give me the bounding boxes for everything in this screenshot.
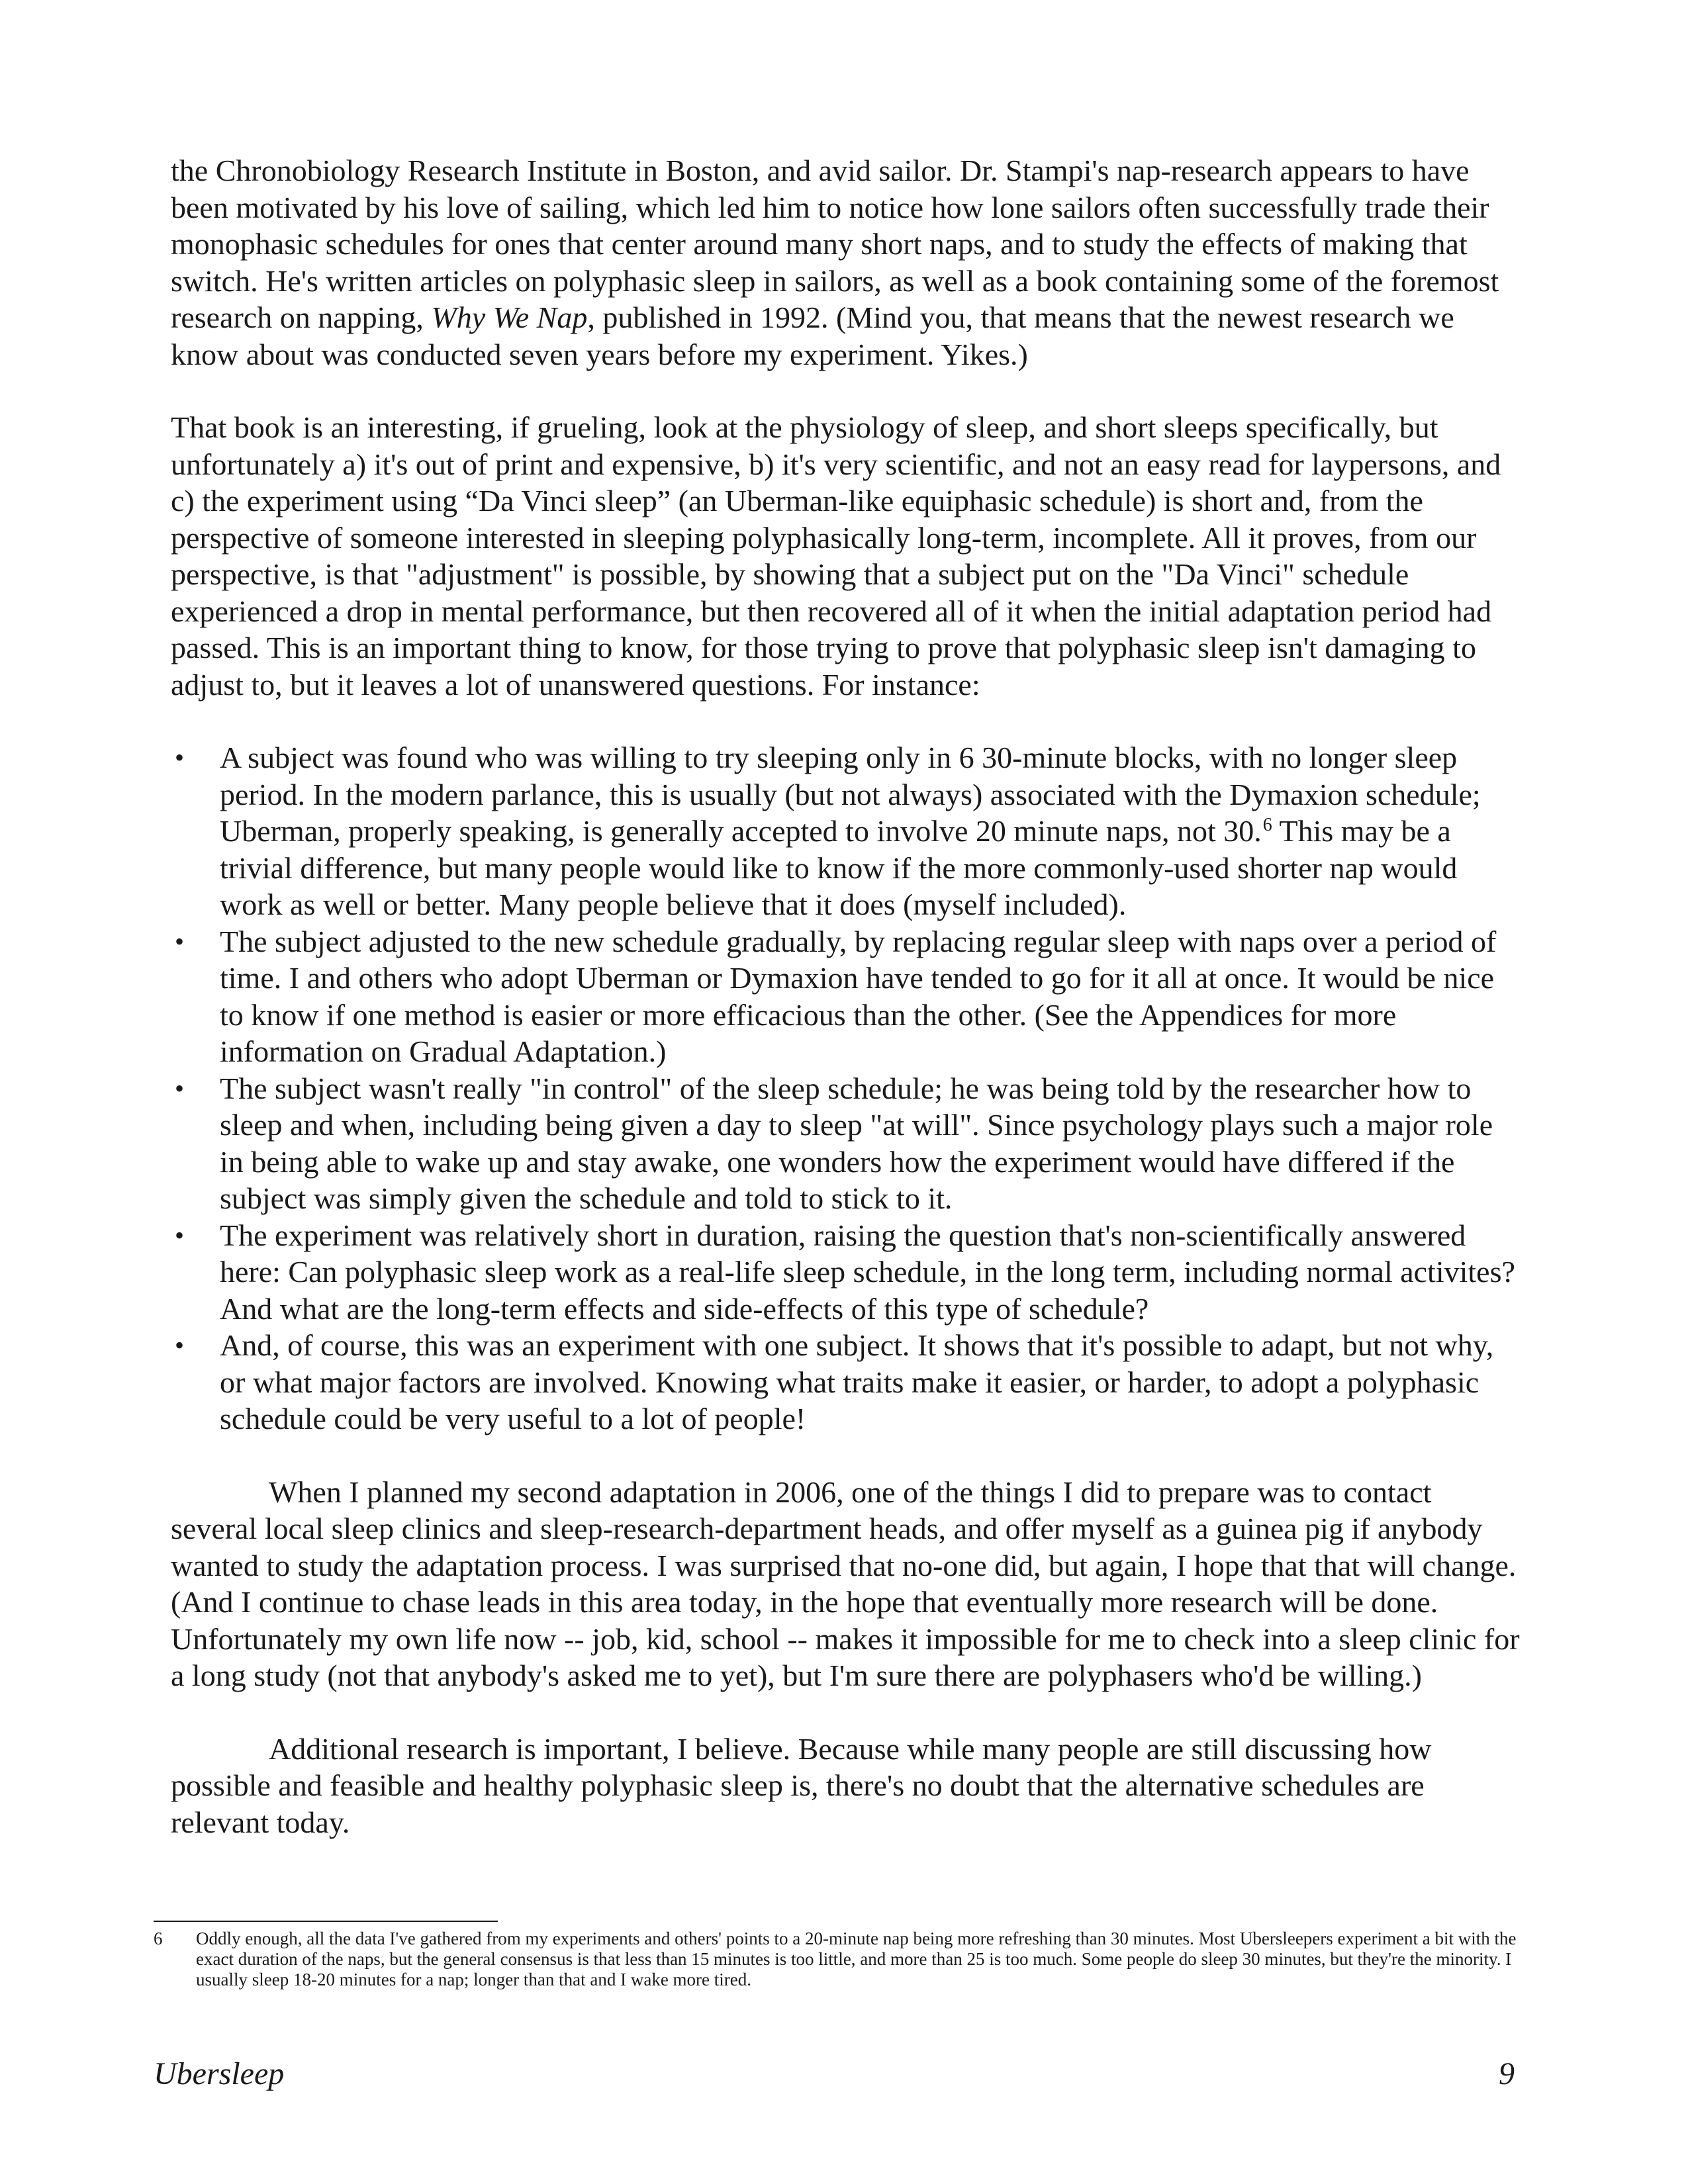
list-item-text: And, of course, this was an experiment with one subject. It shows that it's possible to adapt, but not why, or what major factors are involved. Knowing what traits make it easier, or harder, to adopt a polyphasic schedule could be very useful to a lot of people!	[220, 1328, 1494, 1435]
bullet-marker: •	[175, 926, 185, 956]
bullet-marker: •	[175, 1220, 185, 1250]
paragraph-book: That book is an interesting, if grueling, look at the physiology of sleep, and short sleeps specifically, but unfortunately a) it's out of print and expensive, b) it's very scientific, and not an easy read for laypersons, and c) the experiment using “Da Vinci sleep” (an Uberman-like equiphasic schedule) is short and, from the perspective of someone interested in sleeping polyphasically long-term, incomplete. All it proves, from our perspective, is that "adjustment" is possible, by showing that a subject put on the "Da Vinci" schedule experienced a drop in mental performance, but then recovered all of it when the initial adaptation period had passed. This is an important thing to know, for those trying to prove that polyphasic sleep isn't damaging to adjust to, but it leaves a lot of unanswered questions. For instance:	[171, 410, 1501, 702]
page-body	[171, 152, 1521, 1841]
paragraph-adaptation: When I planned my second adaptation in 2006, one of the things I did to prepare was to contact several local sleep clinics and sleep-research-department heads, and offer myself as a guinea pig if anybody wanted to study the adaptation process. I was surprised that no-one did, but again, I hope that that will change. (And I continue to chase leads in this area today, in the hope that eventually more research will be done. Unfortunately my own life now -- job, kid, school -- makes it impossible for me to check into a sleep clinic for a long study (not that anybody's asked me to yet), but I'm sure there are polyphasers who'd be willing.)	[171, 1475, 1520, 1692]
list-item	[171, 1327, 1521, 1437]
footnote-number: 6	[154, 1929, 163, 1948]
bullet-list	[171, 739, 1521, 1437]
paragraph-spacer	[171, 1694, 1521, 1731]
paragraph-stampi-end: , published in 1992. (Mind you, that means that the newest research we know about was conducted seven years before my experiment. Yikes.)	[171, 300, 1454, 371]
paragraph-research: Additional research is important, I believe. Because while many people are still discussing how possible and feasible and healthy polyphasic sleep is, there's no doubt that the alternative schedules are relevant today.	[171, 1731, 1432, 1839]
list-item	[171, 739, 1521, 923]
bullet-marker: •	[175, 1073, 185, 1103]
list-item	[171, 1217, 1521, 1328]
paragraph-spacer	[171, 703, 1521, 739]
footnote-reference[interactable]: 6	[1262, 815, 1272, 835]
list-item-text: The subject wasn't really "in control" of the sleep schedule; he was being told by the researcher how to sleep and when, including being given a day to sleep "at will". Since psychology plays such a major role in being able to wake up and stay awake, one wonders how the experiment would have differed if the subject was simply given the schedule and told to stick to it.	[220, 1071, 1493, 1215]
list-item	[171, 1070, 1521, 1217]
list-item-text-end: This may be a trivial difference, but many people would like to know if the more commonly-used shorter nap would work as well or better. Many people believe that it does (myself included).	[220, 814, 1458, 921]
footnote-divider	[154, 1921, 498, 1922]
list-item-text: A subject was found who was willing to try sleeping only in 6 30-minute blocks, with no longer sleep period. In the modern parlance, this is usually (but not always) associated with the Dymaxion schedule; Uberman, properly speaking, is generally accepted to involve 20 minute naps, not 30.	[220, 741, 1481, 848]
list-item-text: The experiment was relatively short in duration, raising the question that's non-scientifically answered here: Can polyphasic sleep work as a real-life sleep schedule, in the long term, including normal activites? And what are the long-term effects and side-effects of this type of schedule?	[220, 1218, 1515, 1326]
paragraph-spacer	[171, 1437, 1521, 1474]
footnote	[154, 1929, 1530, 1990]
paragraph-spacer	[171, 373, 1521, 409]
book-title: Why We Nap	[431, 300, 588, 334]
list-item-text: The subject adjusted to the new schedule gradually, by replacing regular sleep with naps over a period of time. I and others who adopt Uberman or Dymaxion have tended to go for it all at once. It would be nice to know if one method is easier or more efficacious than the other. (See the Appendices for more information on Gradual Adaptation.)	[220, 924, 1497, 1068]
bullet-marker: •	[175, 743, 185, 772]
footer-book-title: Ubersleep	[154, 2056, 285, 2091]
paragraph-stampi	[171, 152, 1521, 373]
list-item	[171, 923, 1521, 1070]
footnote-text: Oddly enough, all the data I've gathered from my experiments and others' points to a 20-minute nap being more refreshing than 30 minutes. Most Ubersleepers experiment a bit with the exact duration of the naps, but the general consensus is that less than 15 minutes is too little, and more than 25 is too much. Some people do sleep 30 minutes, but they're the minority. I usually sleep 18-20 minutes for a nap; longer than that and I wake more tired.	[196, 1929, 1517, 1989]
paragraph-stampi-text: the Chronobiology Research Institute in Boston, and avid sailor. Dr. Stampi's nap-research appears to have been motivated by his love of sailing, which led him to notice how lone sailors often successfully trade their monophasic schedules for ones that center around many short naps, and to study the effects of making that switch. He's written articles on polyphasic sleep in sailors, as well as a book containing some of the foremost research on napping,	[171, 154, 1499, 334]
bullet-marker: •	[175, 1330, 185, 1360]
footer-page-number: 9	[1499, 2056, 1515, 2091]
